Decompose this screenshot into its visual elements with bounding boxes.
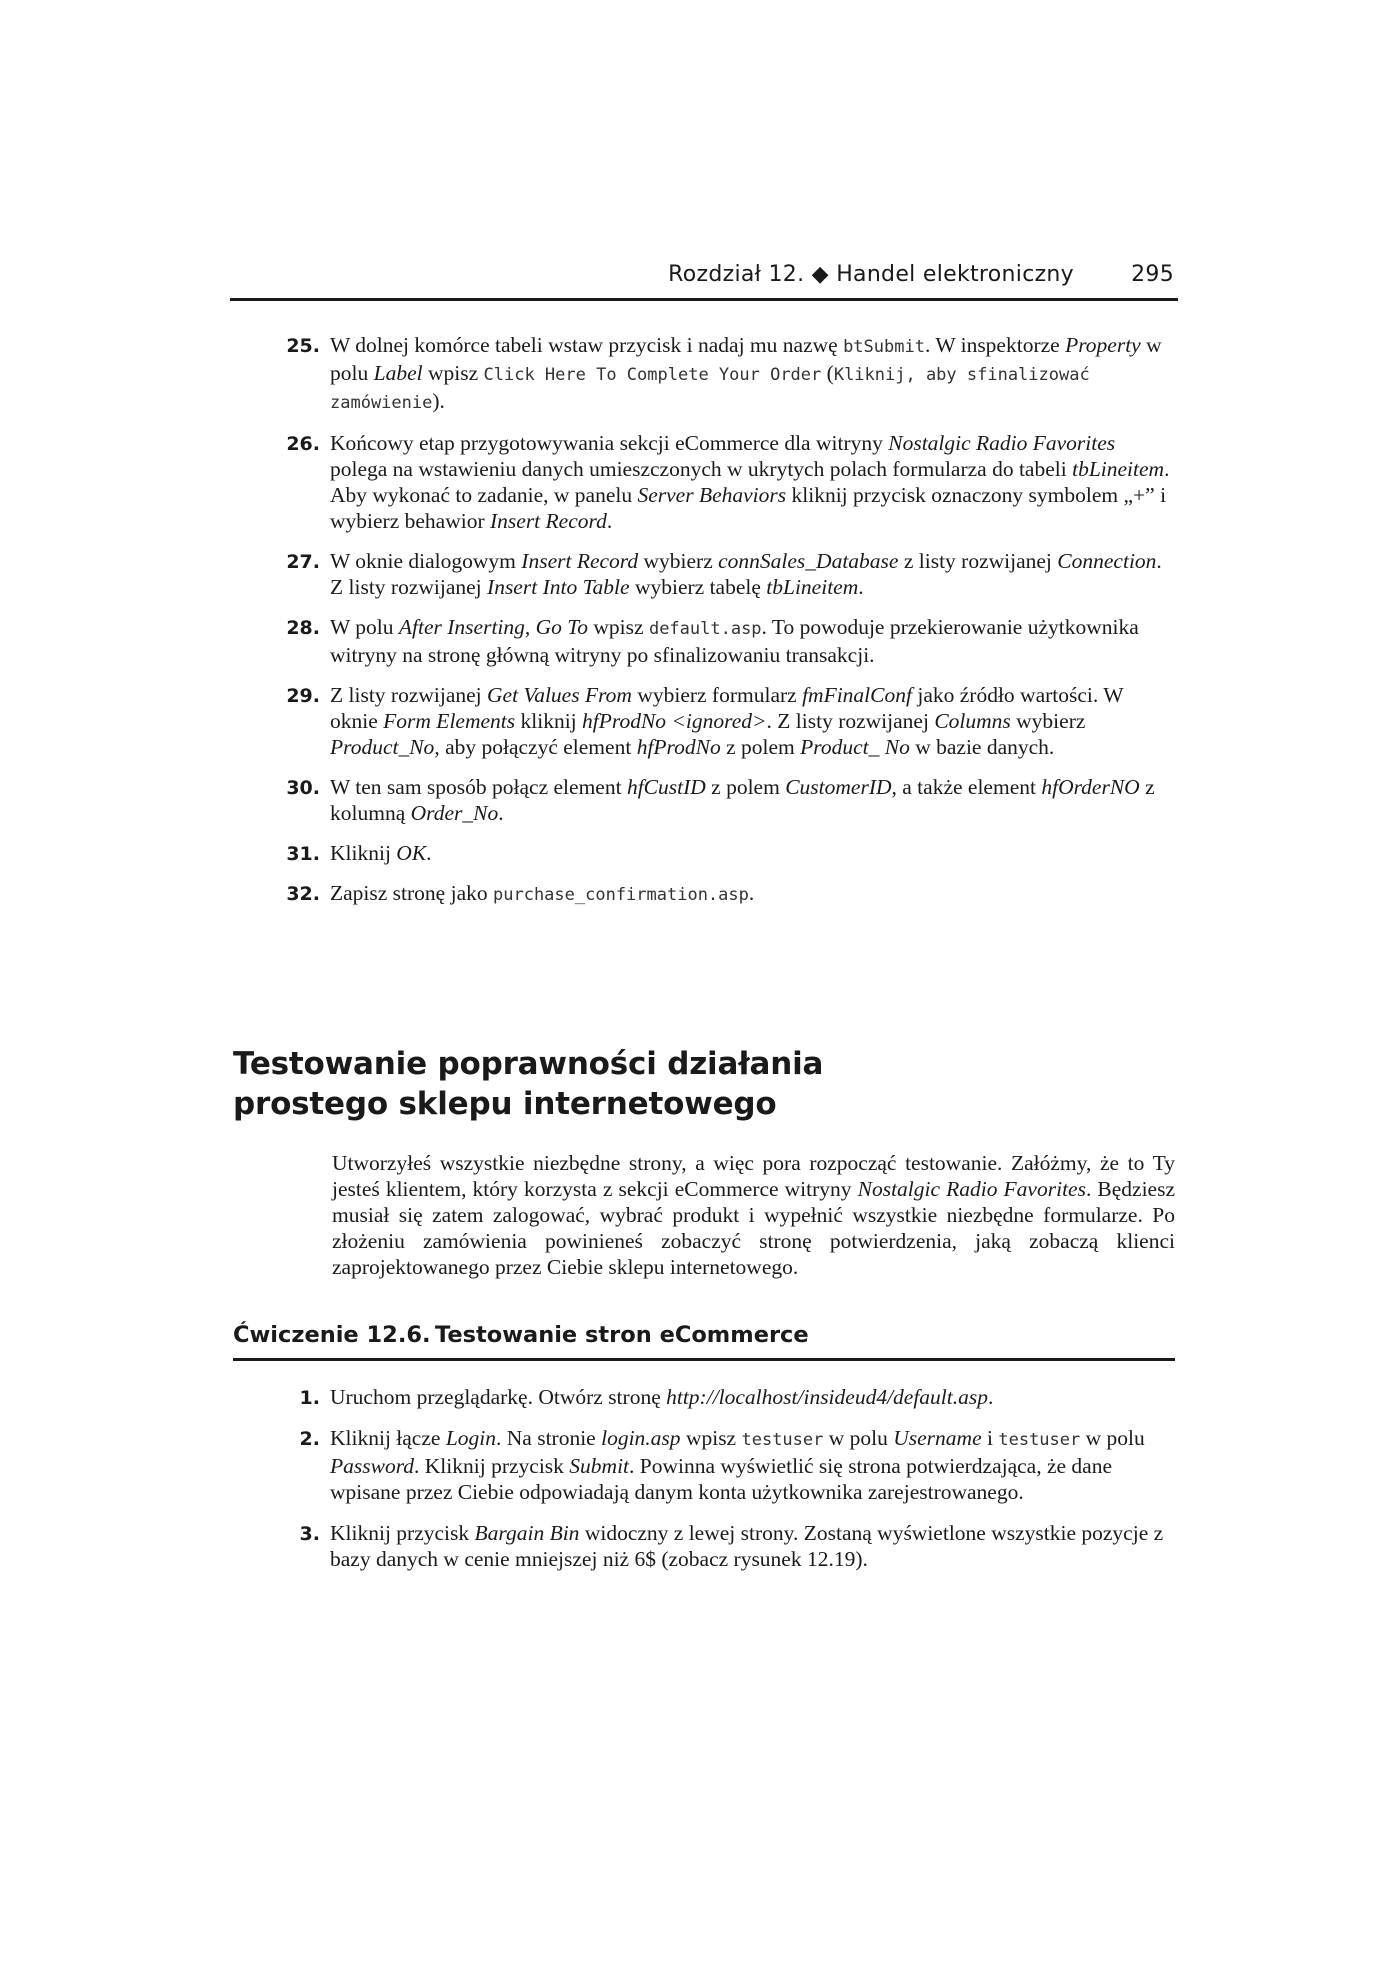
step-item bbox=[286, 332, 1170, 416]
step-number: 28. bbox=[286, 617, 320, 639]
step-text: Z listy rozwijanej Get Values From wybierz formularz fmFinalConf jako źródło wartości. W oknie Form Elements kliknij hfProdNo <ignored>. Z listy rozwijanej Columns wybierz Product_No, aby połączyć element hfProdNo z polem Product_ No w bazie danych. bbox=[330, 683, 1124, 759]
step-number: 29. bbox=[286, 685, 320, 707]
step-item bbox=[299, 1384, 1170, 1410]
step-text: Kliknij OK. bbox=[330, 841, 432, 865]
step-item bbox=[299, 1520, 1170, 1572]
step-item bbox=[286, 774, 1170, 826]
numbered-steps-25-32 bbox=[286, 332, 1170, 922]
step-text: W oknie dialogowym Insert Record wybierz connSales_Database z listy rozwijanej Connection. Z listy rozwijanej Insert Into Table wybierz tabelę tbLineitem. bbox=[330, 549, 1162, 599]
step-number: 26. bbox=[286, 433, 320, 455]
section-intro-paragraph: Utworzyłeś wszystkie niezbędne strony, a więc pora rozpocząć testowanie. Załóżmy, że to Ty jesteś klientem, który korzysta z sekcji eCommerce witryny Nostalgic Radio Favorites. Będziesz musiał się zatem zalogować, wybrać produkt i wypełnić wszystkie niezbędne formularze. Po złożeniu zamówienia powinieneś zobaczyć stronę potwierdzenia, jaką zobaczą klienci zaprojektowanego przez Ciebie sklepu internetowego. bbox=[332, 1151, 1176, 1279]
section-heading-line-2: prostego sklepu internetowego bbox=[233, 1086, 777, 1122]
step-number: 3. bbox=[299, 1523, 320, 1545]
page-number: 295 bbox=[1131, 262, 1174, 287]
section-heading-line-1: Testowanie poprawności działania bbox=[233, 1046, 824, 1082]
step-number: 25. bbox=[286, 335, 320, 357]
step-number: 31. bbox=[286, 843, 320, 865]
exercise-steps bbox=[299, 1384, 1170, 1587]
step-item bbox=[286, 840, 1170, 866]
step-item bbox=[299, 1425, 1170, 1505]
step-number: 30. bbox=[286, 777, 320, 799]
step-number: 1. bbox=[299, 1387, 320, 1409]
step-number: 32. bbox=[286, 883, 320, 905]
step-text: W ten sam sposób połącz element hfCustID z polem CustomerID, a także element hfOrderNO z kolumną Order_No. bbox=[330, 775, 1155, 825]
step-text: Kliknij przycisk Bargain Bin widoczny z lewej strony. Zostaną wyświetlone wszystkie pozycje z bazy danych w cenie mniejszej niż 6$ (zobacz rysunek 12.19). bbox=[330, 1521, 1164, 1571]
step-text: Końcowy etap przygotowywania sekcji eCommerce dla witryny Nostalgic Radio Favorites polega na wstawieniu danych umieszczonych w ukrytych polach formularza do tabeli tbLineitem. Aby wykonać to zadanie, w panelu Server Behaviors kliknij przycisk oznaczony symbolem „+” i wybierz behawior Insert Record. bbox=[330, 431, 1170, 533]
step-text: W dolnej komórce tabeli wstaw przycisk i nadaj mu nazwę btSubmit. W inspektorze Property w polu Label wpisz Click Here To Complete Your Order (Kliknij, aby sfinalizować zamówienie). bbox=[330, 333, 1162, 413]
step-text: Zapisz stronę jako purchase_confirmation.asp. bbox=[330, 881, 755, 905]
step-text: Uruchom przeglądarkę. Otwórz stronę http://localhost/insideud4/default.asp. bbox=[330, 1385, 994, 1409]
step-number: 27. bbox=[286, 551, 320, 573]
section-heading bbox=[233, 1044, 1133, 1124]
step-number: 2. bbox=[299, 1428, 320, 1450]
running-header bbox=[230, 262, 1178, 301]
exercise-label: Ćwiczenie 12.6. bbox=[233, 1322, 431, 1348]
chapter-title: Rozdział 12. ◆ Handel elektroniczny bbox=[668, 262, 1074, 287]
step-item bbox=[286, 682, 1170, 760]
step-item bbox=[286, 548, 1170, 600]
step-item bbox=[286, 430, 1170, 534]
step-item bbox=[286, 880, 1170, 908]
step-item bbox=[286, 614, 1170, 668]
exercise-title: Testowanie stron eCommerce bbox=[435, 1322, 809, 1348]
exercise-heading bbox=[233, 1318, 1175, 1361]
step-text: W polu After Inserting, Go To wpisz default.asp. To powoduje przekierowanie użytkownika witryny na stronę główną witryny po sfinalizowaniu transakcji. bbox=[330, 615, 1139, 667]
step-text: Kliknij łącze Login. Na stronie login.asp wpisz testuser w polu Username i testuser w polu Password. Kliknij przycisk Submit. Powinna wyświetlić się strona potwierdzająca, że dane wpisane przez Ciebie odpowiadają danym konta użytkownika zarejestrowanego. bbox=[330, 1426, 1145, 1504]
